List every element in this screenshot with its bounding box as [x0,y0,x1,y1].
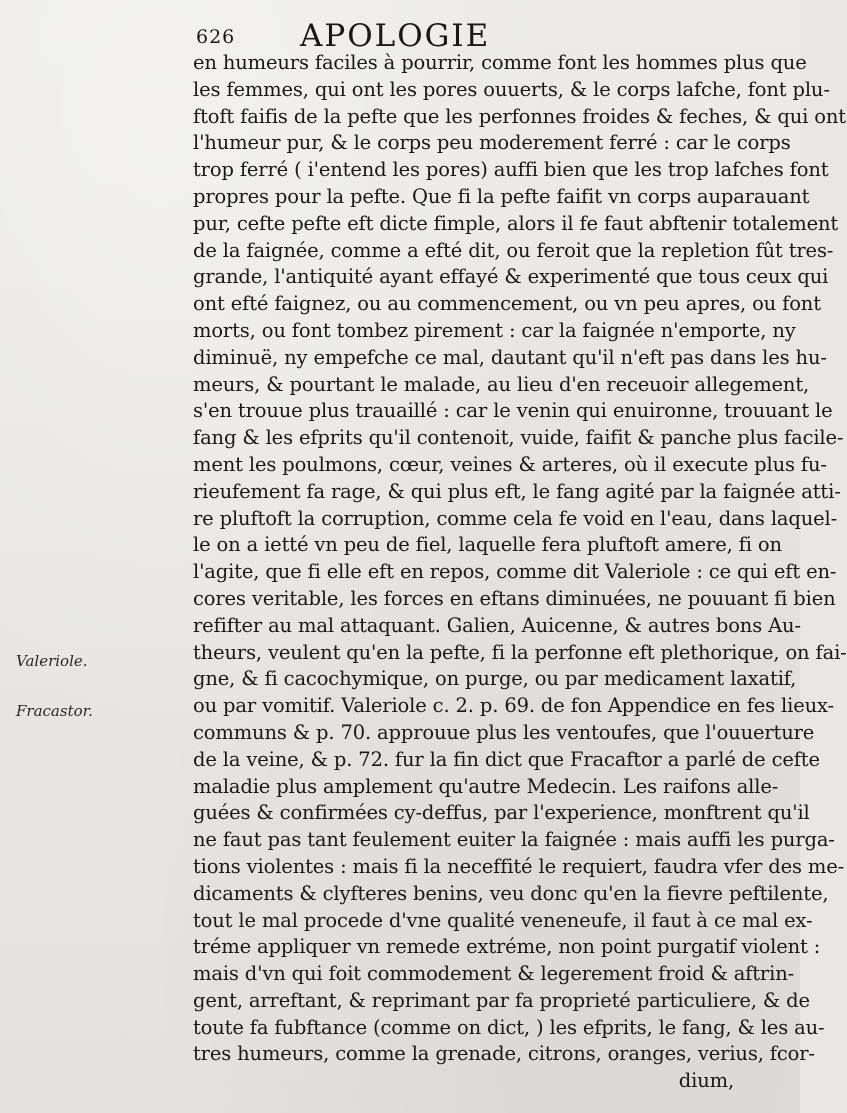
main-text [193,50,847,1095]
text-line: tréme appliquer vn remede extréme, non point purgatif violent : [193,935,821,959]
text-line: l'humeur pur, & le corps peu moderement ferré : car le corps [193,131,791,155]
text-line: communs & p. 70. approuue plus les ventoufes, que l'ouuerture [193,720,815,744]
page-number: 626 [196,26,236,48]
text-line: tions violentes : mais fi la neceffité le requiert, faudra vfer des me- [193,854,845,878]
text-line: gne, & fi cacochymique, on purge, ou par medicament laxatif, [193,667,797,691]
text-line: dicaments & clyfteres benins, veu donc qu'en la fievre peftilente, [193,881,829,905]
text-line: ou par vomitif. Valeriole c. 2. p. 69. de fon Appendice en fes lieux- [193,694,834,718]
text-line: guées & confirmées cy-deffus, par l'experience, monftrent qu'il [193,801,810,825]
text-line: meurs, & pourtant le malade, au lieu d'en receuoir allegement, [193,372,810,396]
text-line: gent, arreftant, & reprimant par fa proprieté particuliere, & de [193,988,810,1012]
text-line: theurs, veulent qu'en la pefte, fi la perfonne eft plethorique, on fai- [193,640,847,664]
text-line: grande, l'antiquité ayant effayé & experimenté que tous ceux qui [193,265,829,289]
text-line: refifter au mal attaquant. Galien, Auicenne, & autres bons Au- [193,613,801,637]
text-line: diminuë, ny empefche ce mal, dautant qu'il n'eft pas dans les hu- [193,345,827,369]
text-line: re pluftoft la corruption, comme cela fe void en l'eau, dans laquel- [193,506,838,530]
text-line: ont efté faignez, ou au commencement, ou vn peu apres, ou font [193,292,821,316]
text-line: morts, ou font tombez pirement : car la faignée n'emporte, ny [193,318,796,342]
text-line: ne faut pas tant feulement euiter la faignée : mais auffi les purga- [193,828,835,852]
text-line: tres humeurs, comme la grenade, citrons, oranges, verius, fcor- [193,1042,815,1066]
margin-note-fracastor: Fracastor. [16,702,93,720]
catchword: dium, [678,1069,734,1093]
running-title: APOLOGIE [300,18,491,54]
text-line: cores veritable, les forces en eftans diminuées, ne pouuant fi bien [193,586,836,610]
text-line: maladie plus amplement qu'autre Medecin. Les raifons alle- [193,774,779,798]
text-line: ment les poulmons, cœur, veines & arteres, où il execute plus fu- [193,452,827,476]
text-line: les femmes, qui ont les pores ouuerts, & le corps lafche, font plu- [193,77,830,101]
text-line: propres pour la pefte. Que fi la pefte faifit vn corps auparauant [193,184,810,208]
margin-note-valeriole: Valeriole. [16,652,88,670]
text-line: pur, cefte pefte eft dicte fimple, alors il fe faut abftenir totalement [193,211,839,235]
text-line: le on a ietté vn peu de fiel, laquelle fera pluftoft amere, fi on [193,533,782,557]
text-line: en humeurs faciles à pourrir, comme font les hommes plus que [193,51,807,74]
text-line: s'en trouue plus trauaillé : car le venin qui enuironne, trouuant le [193,399,833,423]
text-line: tout le mal procede d'vne qualité veneneufe, il faut à ce mal ex- [193,908,813,932]
text-line: fang & les efprits qu'il contenoit, vuide, faifit & panche plus facile- [193,426,844,450]
text-line: rieufement fa rage, & qui plus eft, le fang agité par la faignée atti- [193,479,841,503]
text-line: mais d'vn qui foit commodement & legerement froid & aftrin- [193,962,795,986]
text-line: ftoft faifis de la pefte que les perfonnes froides & feches, & qui ont [193,104,846,128]
text-line: l'agite, que fi elle eft en repos, comme dit Valeriole : ce qui eft en- [193,560,837,584]
text-line: de la faignée, comme a efté dit, ou feroit que la repletion fût tres- [193,238,834,262]
text-line: de la veine, & p. 72. fur la fin dict que Fracaftor a parlé de cefte [193,747,820,771]
text-line: trop ferré ( i'entend les pores) auffi bien que les trop lafches font [193,158,829,182]
text-line: toute fa fubftance (comme on dict, ) les efprits, le fang, & les au- [193,1015,825,1039]
